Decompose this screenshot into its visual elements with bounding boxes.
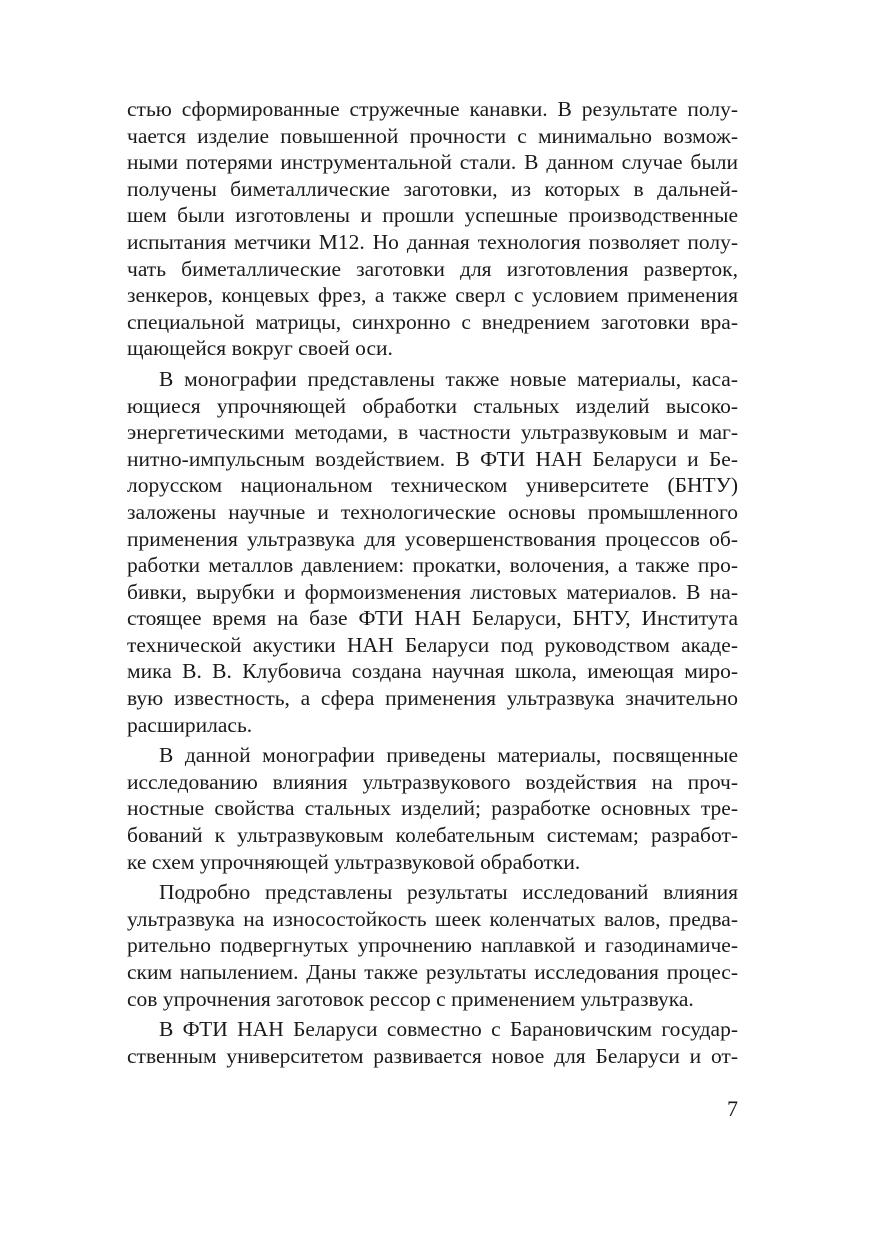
text-line: ностные свойства стальных изделий; разработке основных тре- <box>127 796 738 821</box>
paragraph <box>127 742 738 875</box>
text-line: испытания метчики М12. Но данная технология позволяет полу- <box>127 229 738 254</box>
text-line: шем были изготовлены и прошли успешные производственные <box>127 203 738 228</box>
text-line: вую известность, а сфера применения ультразвука значительно <box>127 686 738 711</box>
paragraph <box>127 1016 738 1069</box>
text-line: стоящее время на базе ФТИ НАН Беларуси, БНТУ, Института <box>127 606 738 631</box>
page-number: 7 <box>727 1096 738 1121</box>
paragraph <box>127 96 738 362</box>
text-line: щающейся вокруг своей оси. <box>127 336 393 361</box>
text-line: ке схем упрочняющей ультразвуковой обработки. <box>127 849 581 874</box>
text-line: применения ультразвука для усовершенствования процессов об- <box>127 526 738 551</box>
text-line: В монографии представлены также новые материалы, каса- <box>159 366 738 391</box>
text-line: рительно подвергнутых упрочнению наплавкой и газодинамиче- <box>127 933 738 958</box>
text-line: расширилась. <box>127 712 253 737</box>
text-line: ственным университетом развивается новое для Беларуси и от- <box>127 1043 738 1068</box>
paragraph <box>127 366 738 738</box>
text-line: бивки, вырубки и формоизменения листовых материалов. В на- <box>127 579 738 604</box>
text-line: Подробно представлены результаты исследований влияния <box>159 880 738 905</box>
text-line: работки металлов давлением: прокатки, волочения, а также про- <box>127 553 738 578</box>
text-line: В данной монографии приведены материалы, посвященные <box>159 743 738 768</box>
text-line: сов упрочнения заготовок рессор с применением ультразвука. <box>127 986 694 1011</box>
text-line: чать биметаллические заготовки для изготовления разверток, <box>127 256 738 281</box>
text-line: зенкеров, концевых фрез, а также сверл с условием применения <box>127 283 738 308</box>
text-line: исследованию влияния ультразвукового воздействия на проч- <box>127 769 738 794</box>
text-line: технической акустики НАН Беларуси под руководством акаде- <box>127 632 738 657</box>
text-line: энергетическими методами, в частности ультразвуковым и маг- <box>127 420 738 445</box>
text-line: ными потерями инструментальной стали. В данном случае были <box>127 150 738 175</box>
text-line: бований к ультразвуковым колебательным системам; разработ- <box>127 823 738 848</box>
text-line: ющиеся упрочняющей обработки стальных изделий высоко- <box>127 393 738 418</box>
text-line: ским напылением. Даны также результаты исследования процес- <box>127 960 738 984</box>
text-line: заложены научные и технологические основы промышленного <box>127 499 738 524</box>
text-line: специальной матрицы, синхронно с внедрением заготовки вра- <box>127 309 738 334</box>
text-line: стью сформированные стружечные канавки. В результате полу- <box>127 97 738 121</box>
text-line: лорусском национальном техническом университете (БНТУ) <box>127 473 738 498</box>
text-line: В ФТИ НАН Беларуси совместно с Барановичским государ- <box>159 1017 738 1042</box>
text-line: ультразвука на износостойкость шеек коленчатых валов, предва- <box>127 906 738 931</box>
text-line: получены биметаллические заготовки, из которых в дальней- <box>127 176 738 201</box>
text-line: нитно-импульсным воздействием. В ФТИ НАН Беларуси и Бе- <box>127 446 738 471</box>
text-line: чается изделие повышенной прочности с минимально возмож- <box>127 123 738 148</box>
paragraph <box>127 879 738 1012</box>
text-line: мика В. В. Клубовича создана научная школа, имеющая миро- <box>127 659 738 684</box>
body-text <box>127 96 738 1069</box>
